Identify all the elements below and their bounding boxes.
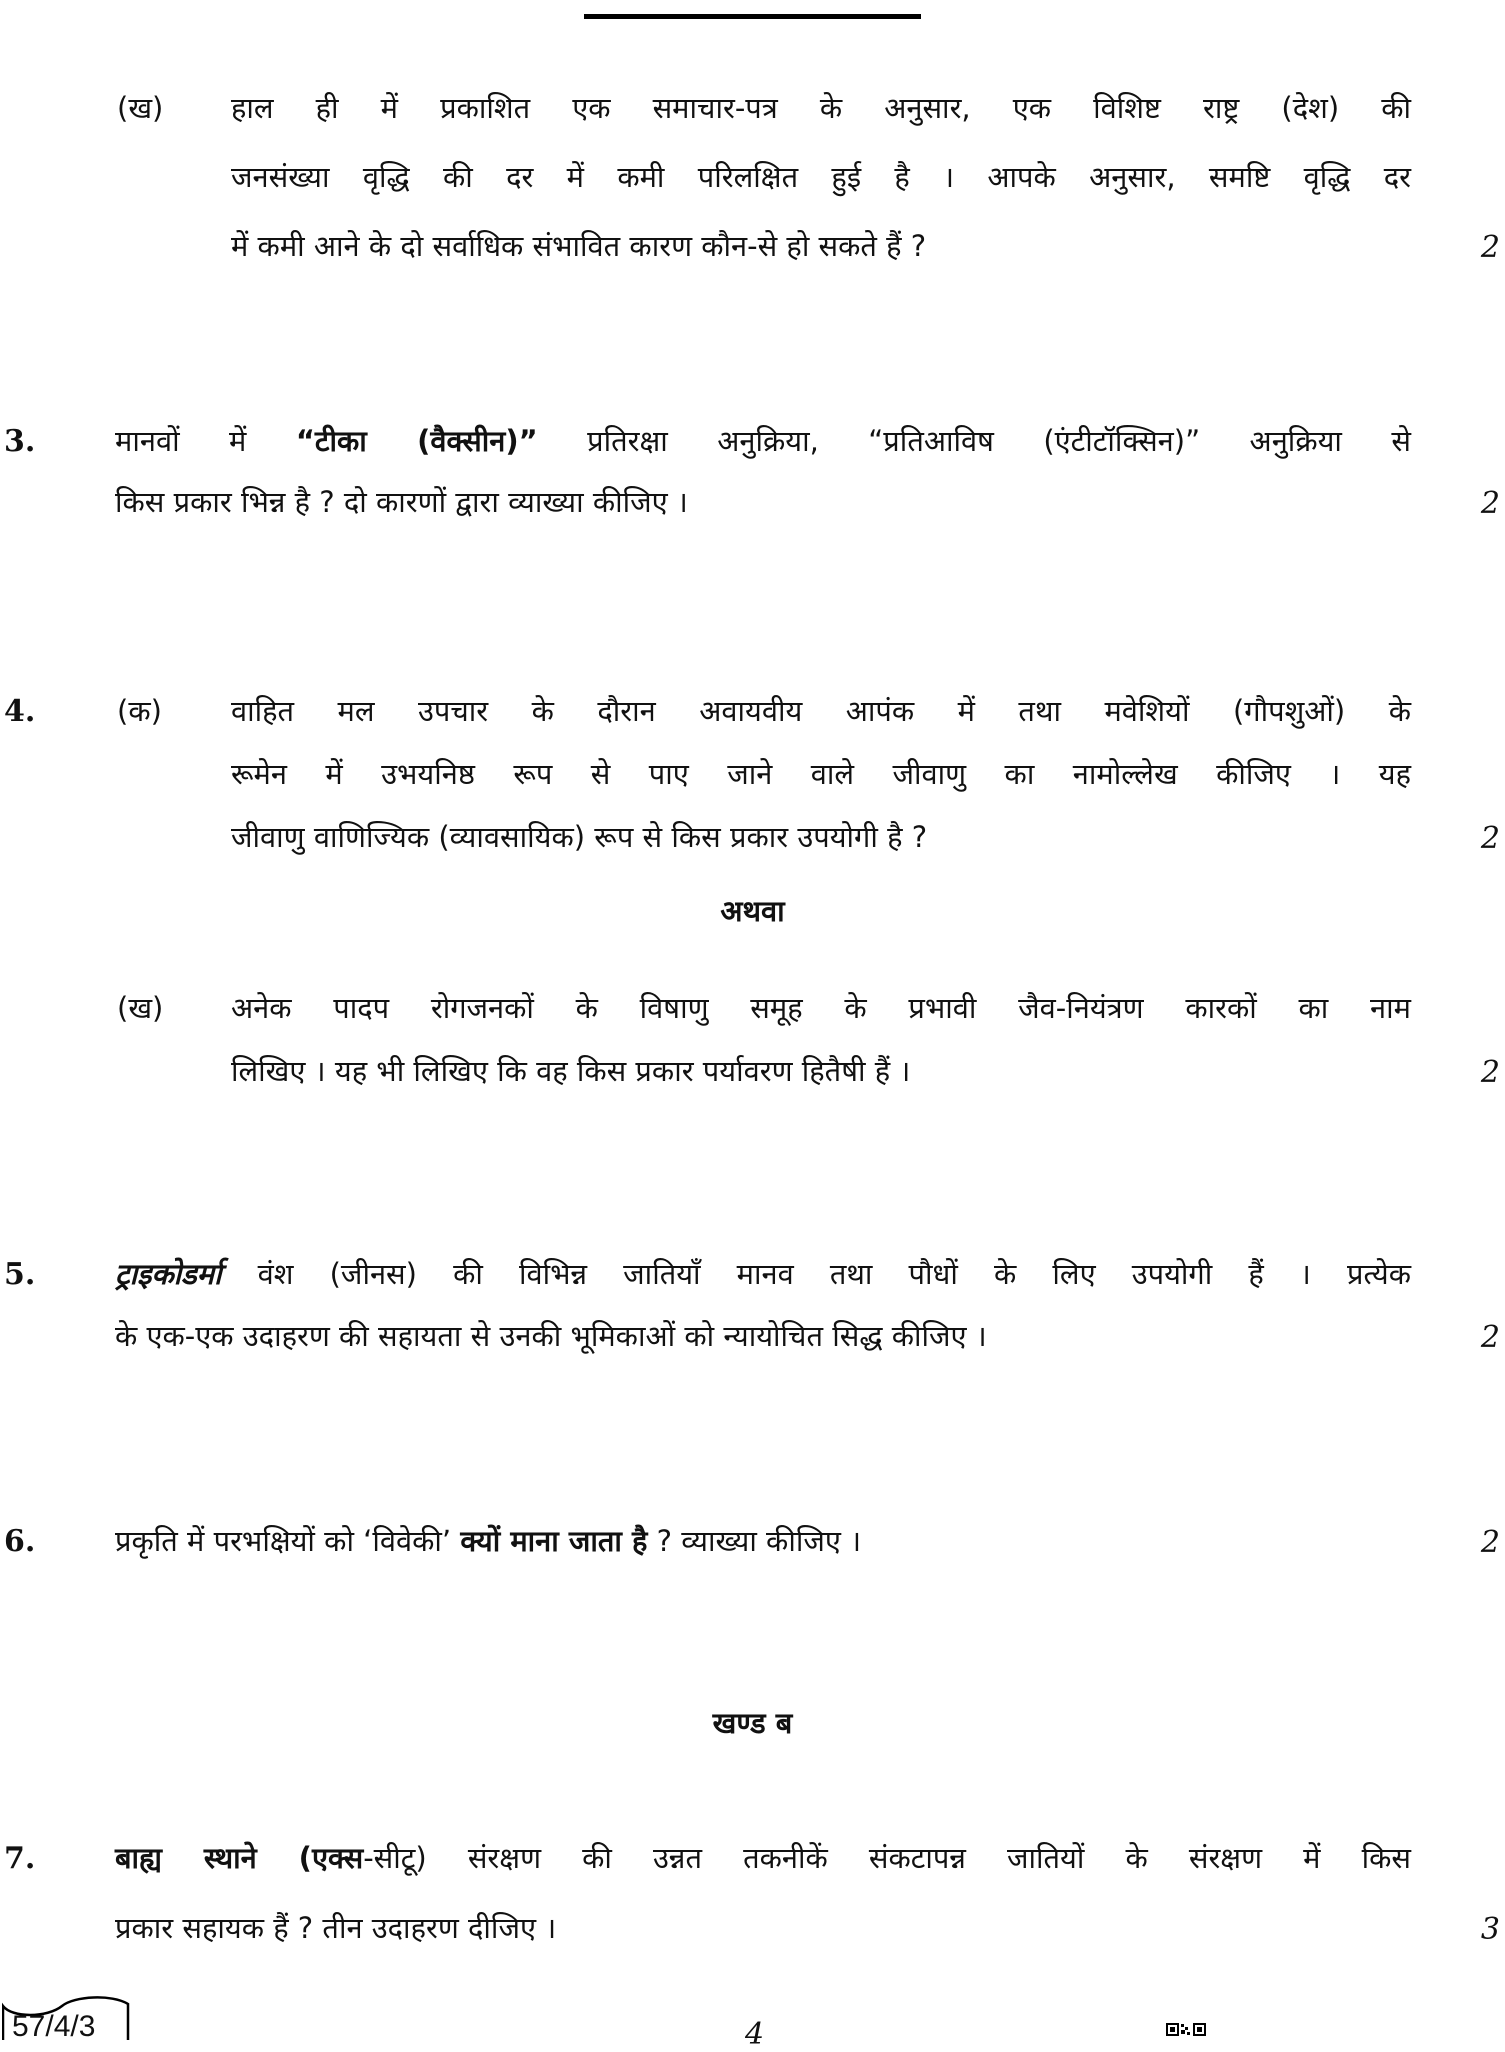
subquestion-label: (ख): [117, 91, 164, 125]
question-text-line: के एक-एक उदाहरण की सहायता से उनकी भूमिकाओं को न्यायोचित सिद्ध कीजिए ।: [115, 1319, 987, 1353]
question-text-line: [115, 1838, 1411, 1878]
subquestion-label: (ख): [117, 991, 164, 1025]
or-separator: अथवा: [720, 894, 785, 928]
marks-value: 2: [1480, 230, 1500, 265]
marks-value: 2: [1480, 1320, 1500, 1355]
qr-code-icon: [1166, 2021, 1208, 2034]
text-segment: प्रतिरक्षा अनुक्रिया, “प्रतिआविष (एंटीटॉक्सिन)” अनुक्रिया से: [537, 424, 1411, 458]
text-segment: मानवों में: [115, 424, 296, 458]
question-text-line: [115, 421, 1411, 461]
question-text-line: हाल ही में प्रकाशित एक समाचार-पत्र के अनुसार, एक विशिष्ट राष्ट्र (देश) की: [231, 91, 1411, 125]
question-text-line: रूमेन में उभयनिष्ठ रूप से पाए जाने वाले जीवाणु का नामोल्लेख कीजिए । यह: [231, 757, 1411, 791]
question-number: 6.: [4, 1524, 36, 1559]
question-number: 4.: [4, 694, 36, 729]
question-text-line: जनसंख्या वृद्धि की दर में कमी परिलक्षित हुई है । आपके अनुसार, समष्टि वृद्धि दर: [231, 160, 1411, 194]
genus-name: ट्राइकोडर्मा: [115, 1257, 222, 1291]
question-text-line: में कमी आने के दो सर्वाधिक संभावित कारण कौन-से हो सकते हैं ?: [231, 229, 927, 263]
bold-term: क्यों माना जाता है: [460, 1524, 648, 1558]
marks-value: 2: [1480, 1525, 1500, 1560]
text-segment: वंश (जीनस) की विभिन्न जातियाँ मानव तथा पौधों के लिए उपयोगी हैं । प्रत्येक: [221, 1257, 1411, 1291]
question-text-line: लिखिए । यह भी लिखिए कि वह किस प्रकार पर्यावरण हितैषी हैं ।: [231, 1054, 911, 1088]
paper-code: 57/4/3: [12, 2010, 96, 2043]
page-number: 4: [745, 2017, 765, 2052]
marks-value: 2: [1480, 1055, 1500, 1090]
marks-value: 3: [1480, 1912, 1500, 1947]
marks-value: 2: [1480, 486, 1500, 521]
top-divider-rule: [584, 14, 921, 19]
section-heading: खण्ड ब: [712, 1706, 793, 1740]
question-text-line: जीवाणु वाणिज्यिक (व्यावसायिक) रूप से किस प्रकार उपयोगी है ?: [231, 820, 928, 854]
question-text-line: वाहित मल उपचार के दौरान अवायवीय आपंक में तथा मवेशियों (गौपशुओं) के: [231, 694, 1411, 728]
question-text-line: [115, 1521, 861, 1561]
subquestion-label: (क): [117, 694, 162, 728]
text-segment: ? व्याख्या कीजिए ।: [647, 1524, 862, 1558]
text-segment: -सीटू) संरक्षण की उन्नत तकनीकें संकटापन्न जातियों के संरक्षण में किस: [363, 1841, 1411, 1875]
question-text-line: [115, 1254, 1411, 1294]
question-number: 5.: [4, 1257, 36, 1292]
bold-term: “टीका (वैक्सीन)”: [295, 424, 538, 458]
question-text-line: किस प्रकार भिन्न है ? दो कारणों द्वारा व्याख्या कीजिए ।: [115, 485, 688, 519]
bold-term: बाह्य स्थाने (एक्स: [115, 1841, 364, 1875]
text-segment: प्रकृति में परभक्षियों को ‘विवेकी’: [115, 1524, 461, 1558]
question-number: 3.: [4, 424, 36, 459]
marks-value: 2: [1480, 821, 1500, 856]
question-text-line: प्रकार सहायक हैं ? तीन उदाहरण दीजिए ।: [115, 1911, 557, 1945]
question-text-line: अनेक पादप रोगजनकों के विषाणु समूह के प्रभावी जैव-नियंत्रण कारकों का नाम: [231, 991, 1411, 1025]
question-number: 7.: [4, 1841, 36, 1876]
